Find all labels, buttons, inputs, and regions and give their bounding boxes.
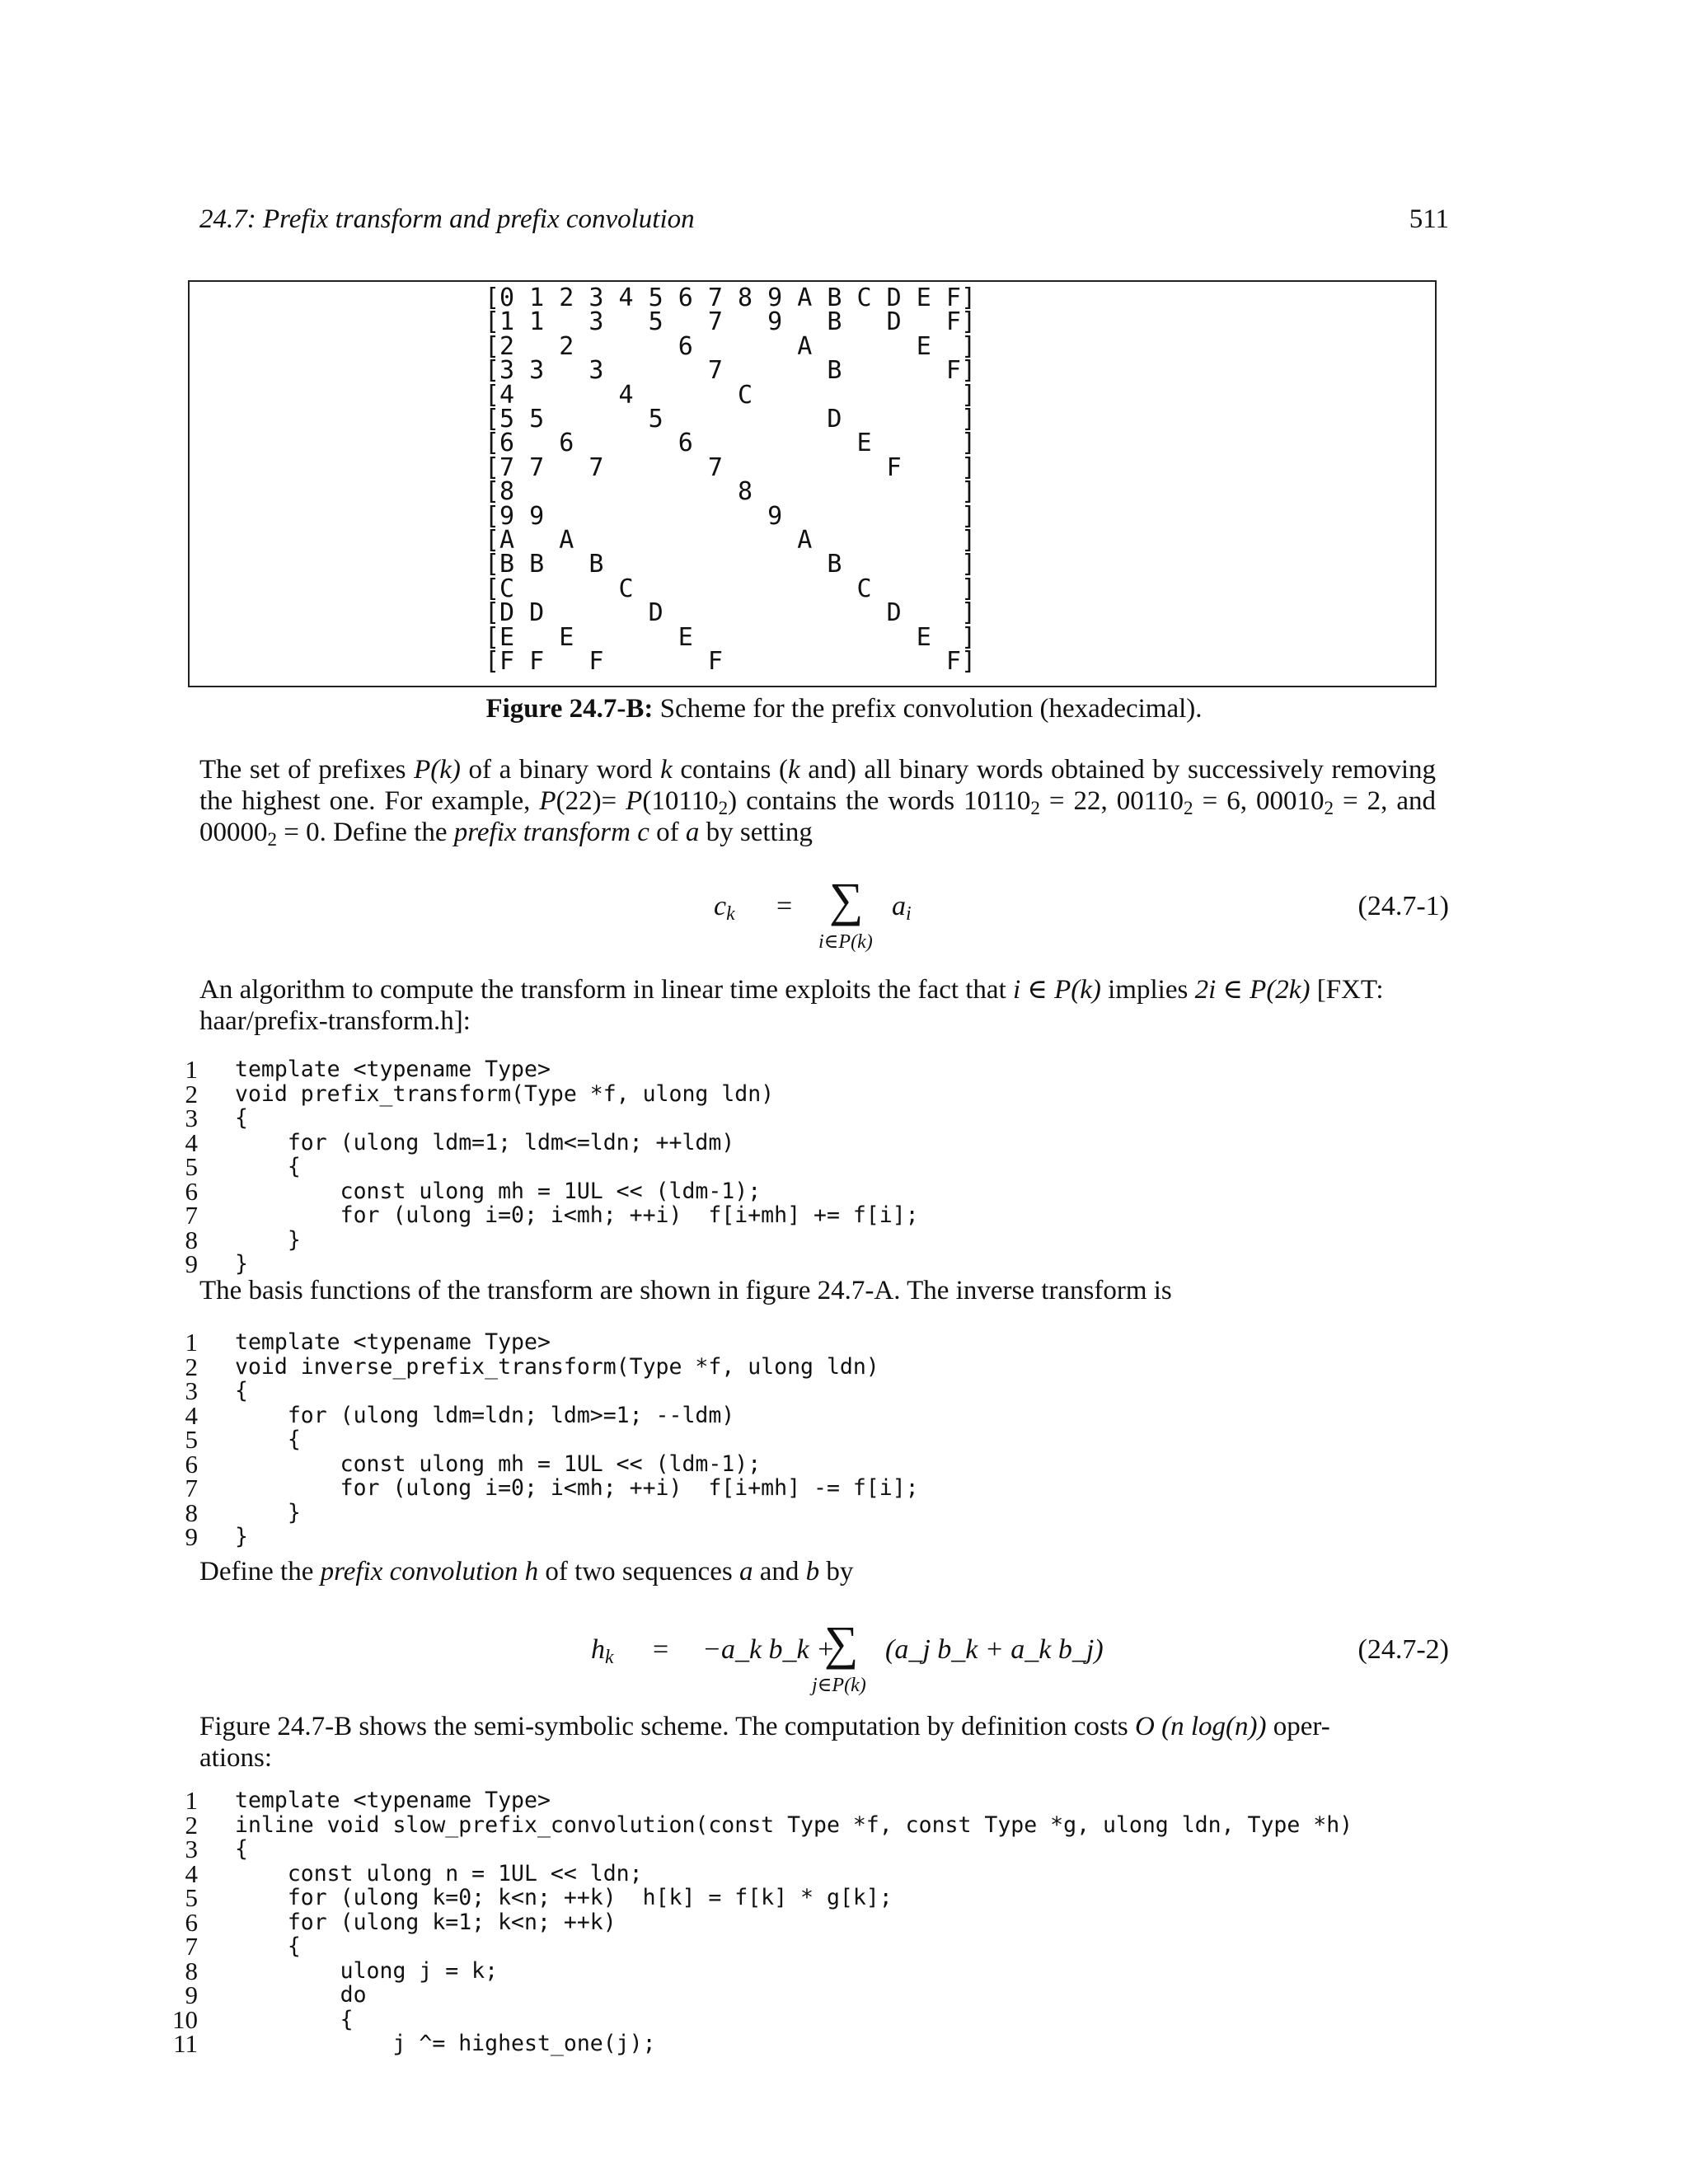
code-line <box>0 1980 1688 2009</box>
page-number: 511 <box>1409 204 1449 234</box>
matrix-row: [B B B B ] <box>485 550 977 579</box>
line-number: 2 <box>185 1079 198 1108</box>
line-number: 6 <box>185 1907 198 1937</box>
line-number: 9 <box>185 1522 198 1551</box>
eq2-rhs-right: (a_j b_k + a_k b_j) <box>885 1634 1104 1665</box>
matrix-row: [4 4 C ] <box>485 380 977 410</box>
code-text: { <box>235 1378 248 1404</box>
code-text: { <box>235 1105 248 1131</box>
line-number: 2 <box>185 1810 198 1840</box>
matrix-row: [F F F F F] <box>485 647 977 677</box>
code-text: } <box>235 1251 248 1277</box>
code-text: const ulong mh = 1UL << (ldm-1); <box>235 1451 762 1477</box>
line-number: 2 <box>185 1352 198 1381</box>
code-line <box>0 1203 1688 1228</box>
code-text: } <box>235 1499 301 1526</box>
code-line <box>0 1079 1688 1108</box>
matrix-row: [5 5 5 D ] <box>485 405 977 434</box>
eq1-rhs: $a_i$ <box>892 891 912 925</box>
code-line <box>0 1907 1688 1937</box>
line-number: 3 <box>185 1104 198 1132</box>
figure-caption-label: Figure 24.7-B: <box>485 694 654 724</box>
line-number: 1 <box>185 1786 198 1815</box>
eq2-rhs-left: −a_k b_k + <box>702 1634 836 1665</box>
code-line <box>0 1449 1688 1479</box>
eq1-sum-symbol: ∑ <box>829 873 864 926</box>
code-line <box>0 1352 1688 1381</box>
code-line <box>0 1497 1688 1527</box>
code-text: ulong j = k; <box>235 1957 499 1984</box>
code-text: inline void slow_prefix_convolution(const Type *f, const Type *g, ulong ldn, Type *h) <box>235 1811 1353 1838</box>
figure-box <box>188 280 1437 687</box>
code-line <box>0 1788 1688 1813</box>
line-number: 3 <box>185 1376 198 1405</box>
line-number: 8 <box>185 1497 198 1527</box>
code-line <box>0 1427 1688 1452</box>
code-line <box>0 1225 1688 1254</box>
line-number: 9 <box>185 1980 198 2009</box>
code-line <box>0 1837 1688 1862</box>
code-line <box>0 1956 1688 1985</box>
matrix-row: [0 1 2 3 4 5 6 7 8 9 A B C D E F] <box>485 284 977 312</box>
code-text: do <box>235 1982 367 2008</box>
code-line <box>0 1376 1688 1405</box>
line-number: 7 <box>185 1932 198 1961</box>
line-number: 8 <box>185 1956 198 1985</box>
matrix-row: [D D D D ] <box>485 598 977 628</box>
line-number: 7 <box>185 1474 198 1502</box>
matrix-row: [2 2 6 A E ] <box>485 331 977 361</box>
code-line <box>0 1522 1688 1551</box>
paragraph-prefix-convolution-definition: Define the prefix convolution h of two sequences a and b by <box>199 1557 854 1586</box>
eq2-sum-index: j∈P(k) <box>812 1675 866 1696</box>
matrix-row: [E E E E ] <box>485 622 977 652</box>
matrix-row: [C C C ] <box>485 574 977 603</box>
paragraph-prefix-definition: The set of prefixes P(k) of a binary word k contains (k and) all binary words obtained by successively removing the highest one. For example, $P(22)= P(10110_2)$ contains the words $10110_2 = 22$, $00110_2 = 6$, $00010_2 = 2$, and $00000_2 = 0$. Define the prefix transform c of a by setting <box>199 755 1436 850</box>
line-number: 8 <box>185 1225 198 1254</box>
line-number: 9 <box>185 1249 198 1278</box>
code-line <box>0 1858 1688 1888</box>
code-text: for (ulong ldm=ldn; ldm>=1; --ldm) <box>235 1402 735 1428</box>
matrix-row: [9 9 9 ] <box>485 501 977 531</box>
equation-24-7-2 <box>0 1616 1688 1702</box>
code-text: void inverse_prefix_transform(Type *f, ulong ldn) <box>235 1353 879 1380</box>
figure-caption-text: Scheme for the prefix convolution (hexadecimal). <box>659 694 1203 724</box>
eq1-sum-index: i∈P(k) <box>818 931 873 953</box>
matrix-row: [8 8 ] <box>485 477 977 507</box>
code-text: { <box>235 1836 248 1862</box>
prefix-convolution-scheme <box>485 284 977 677</box>
code-line <box>0 1152 1688 1181</box>
code-line <box>0 2004 1688 2034</box>
line-number: 10 <box>172 2004 198 2034</box>
code-text: { <box>235 1933 301 1959</box>
eq2-lhs: $h_k$ <box>591 1634 614 1668</box>
code-text: { <box>235 1427 301 1452</box>
code-text: j ^= highest_one(j); <box>235 2031 656 2056</box>
eq2-sum-symbol: ∑ <box>824 1616 859 1670</box>
paragraph-inverse-intro: The basis functions of the transform are shown in figure 24.7-A. The inverse transform is <box>199 1276 1172 1305</box>
line-number: 4 <box>185 1400 198 1430</box>
line-number: 3 <box>185 1835 198 1863</box>
code-listing-inverse-prefix-transform <box>0 1330 1688 1549</box>
line-number: 7 <box>185 1201 198 1230</box>
code-listing-prefix-transform <box>0 1057 1688 1277</box>
code-text: } <box>235 1226 301 1253</box>
code-line <box>0 1127 1688 1157</box>
code-text: { <box>235 2006 354 2032</box>
code-text: { <box>235 1154 301 1179</box>
code-line <box>0 1330 1688 1355</box>
code-text: template <typename Type> <box>235 1788 551 1813</box>
matrix-row: [A A A ] <box>485 526 977 555</box>
code-text: for (ulong k=1; k<n; ++k) <box>235 1909 617 1935</box>
eq1-lhs: $c_k$ <box>714 891 735 925</box>
code-text: } <box>235 1524 248 1549</box>
code-text: void prefix_transform(Type *f, ulong ldn) <box>235 1080 775 1107</box>
equation-24-7-1 <box>0 873 1688 958</box>
matrix-row: [6 6 6 E ] <box>485 429 977 458</box>
code-text: for (ulong ldm=1; ldm<=ldn; ++ldm) <box>235 1129 735 1155</box>
code-line <box>0 1883 1688 1912</box>
code-text: for (ulong i=0; i<mh; ++i) f[i+mh] += f[i]; <box>235 1202 919 1228</box>
eq1-number: (24.7-1) <box>1357 891 1449 921</box>
eq1-equals: = <box>776 891 793 921</box>
paragraph-complexity: Figure 24.7-B shows the semi-symbolic scheme. The computation by definition costs O (n log(n)) oper- ations: <box>199 1712 1330 1773</box>
line-number: 11 <box>173 2029 198 2058</box>
code-line <box>0 1476 1688 1501</box>
matrix-row: [3 3 3 7 B F] <box>485 356 977 386</box>
code-line <box>0 1176 1688 1206</box>
code-text: for (ulong i=0; i<mh; ++i) f[i+mh] -= f[i]; <box>235 1475 919 1501</box>
code-text: for (ulong k=0; k<n; ++k) h[k] = f[k] * g[k]; <box>235 1885 893 1910</box>
line-number: 5 <box>185 1883 198 1912</box>
code-text: const ulong n = 1UL << ldn; <box>235 1860 643 1886</box>
code-text: template <typename Type> <box>235 1329 551 1355</box>
line-number: 5 <box>185 1152 198 1181</box>
line-number: 1 <box>185 1328 198 1357</box>
figure-caption <box>0 694 1688 724</box>
line-number: 1 <box>185 1055 198 1084</box>
matrix-row: [7 7 7 7 F ] <box>485 452 977 482</box>
code-line <box>0 1249 1688 1278</box>
eq2-number: (24.7-2) <box>1357 1634 1449 1665</box>
code-line <box>0 1057 1688 1082</box>
code-line <box>0 1400 1688 1430</box>
code-line <box>0 1106 1688 1131</box>
matrix-row: [1 1 3 5 7 9 B D F] <box>485 307 977 337</box>
running-head: 24.7: Prefix transform and prefix convolution <box>199 204 695 234</box>
code-line <box>0 2029 1688 2058</box>
line-number: 5 <box>185 1425 198 1454</box>
code-line <box>0 1810 1688 1840</box>
line-number: 6 <box>185 1176 198 1206</box>
eq2-equals: = <box>653 1634 669 1665</box>
line-number: 4 <box>185 1858 198 1888</box>
code-text: const ulong mh = 1UL << (ldm-1); <box>235 1178 762 1204</box>
code-text: template <typename Type> <box>235 1057 551 1082</box>
paragraph-linear-time: An algorithm to compute the transform in linear time exploits the fact that i ∈ P(k) implies 2i ∈ P(2k) [FXT: haar/prefix-transform.h]: <box>199 975 1384 1036</box>
line-number: 4 <box>185 1127 198 1157</box>
code-listing-slow-prefix-convolution <box>0 1788 1688 2056</box>
code-line <box>0 1934 1688 1959</box>
line-number: 6 <box>185 1449 198 1479</box>
